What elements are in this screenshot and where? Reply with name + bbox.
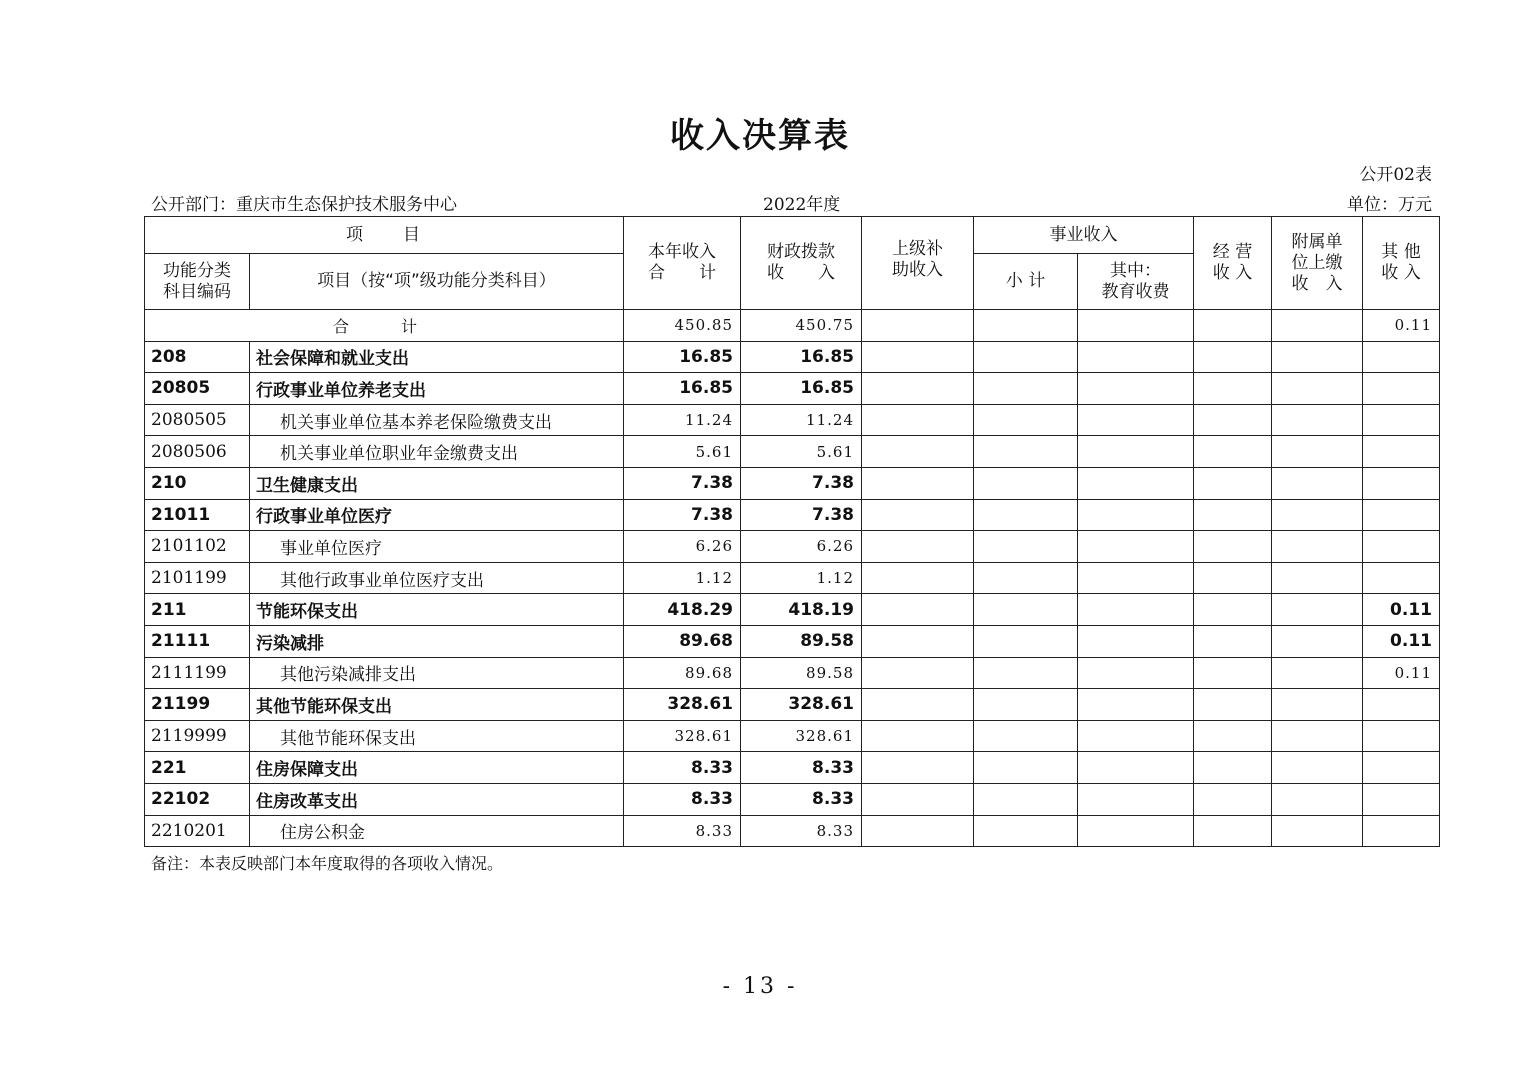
row-business-subtotal (974, 783, 1078, 815)
row-operating (1194, 499, 1272, 531)
department-label: 公开部门：重庆市生态保护技术服务中心 (151, 195, 457, 215)
table-row (145, 783, 1440, 815)
row-other (1363, 689, 1440, 721)
row-name: 行政事业单位医疗 (250, 499, 624, 531)
table-row (145, 752, 1440, 784)
row-business-subtotal (974, 499, 1078, 531)
row-fiscal: 8.33 (741, 815, 862, 847)
total-fiscal-value: 450.75 (741, 310, 862, 342)
row-name: 事业单位医疗 (250, 531, 624, 563)
row-superior-subsidy (862, 404, 974, 436)
row-fiscal: 328.61 (741, 720, 862, 752)
row-code: 22102 (145, 783, 250, 815)
row-business-edu (1078, 467, 1194, 499)
row-affiliated (1272, 341, 1363, 373)
row-business-edu (1078, 594, 1194, 626)
year-label: 2022年度 (763, 195, 841, 215)
total-other-value: 0.11 (1363, 310, 1440, 342)
row-code: 20805 (145, 373, 250, 405)
row-other (1363, 720, 1440, 752)
page-number: - 13 - (722, 974, 798, 999)
row-business-edu (1078, 341, 1194, 373)
row-total-income: 5.61 (624, 436, 741, 468)
header-business-group: 事业收入 (974, 217, 1194, 254)
table-row (145, 467, 1440, 499)
row-operating (1194, 657, 1272, 689)
row-superior-subsidy (862, 531, 974, 563)
row-business-edu (1078, 373, 1194, 405)
header-item-name: 项目（按“项”级功能分类科目） (250, 254, 624, 310)
header-affiliated: 附属单 位上缴 收 入 (1272, 217, 1363, 310)
meta-row (151, 190, 1432, 215)
row-operating (1194, 815, 1272, 847)
header-business-edu: 其中： 教育收费 (1078, 254, 1194, 310)
header-func-code: 功能分类 科目编码 (145, 254, 250, 310)
row-name: 其他污染减排支出 (250, 657, 624, 689)
row-other (1363, 467, 1440, 499)
row-code: 2101199 (145, 562, 250, 594)
row-affiliated (1272, 467, 1363, 499)
row-operating (1194, 341, 1272, 373)
table-row (145, 341, 1440, 373)
row-fiscal: 89.58 (741, 657, 862, 689)
row-superior-subsidy (862, 436, 974, 468)
row-total-income: 11.24 (624, 404, 741, 436)
row-name: 行政事业单位养老支出 (250, 373, 624, 405)
row-fiscal: 89.58 (741, 625, 862, 657)
row-affiliated (1272, 815, 1363, 847)
row-business-subtotal (974, 436, 1078, 468)
row-operating (1194, 625, 1272, 657)
row-superior-subsidy (862, 689, 974, 721)
row-code: 2119999 (145, 720, 250, 752)
row-business-subtotal (974, 625, 1078, 657)
row-superior-subsidy (862, 815, 974, 847)
row-business-edu (1078, 783, 1194, 815)
row-operating (1194, 404, 1272, 436)
row-affiliated (1272, 720, 1363, 752)
income-table (144, 216, 1440, 847)
table-row (145, 436, 1440, 468)
row-business-subtotal (974, 373, 1078, 405)
row-superior-subsidy (862, 467, 974, 499)
row-business-subtotal (974, 689, 1078, 721)
row-operating (1194, 594, 1272, 626)
row-affiliated (1272, 531, 1363, 563)
row-affiliated (1272, 657, 1363, 689)
row-code: 211 (145, 594, 250, 626)
row-superior-subsidy (862, 499, 974, 531)
row-operating (1194, 783, 1272, 815)
row-code: 2101102 (145, 531, 250, 563)
row-business-edu (1078, 499, 1194, 531)
table-row (145, 404, 1440, 436)
row-superior-subsidy (862, 657, 974, 689)
row-fiscal: 8.33 (741, 783, 862, 815)
row-business-subtotal (974, 815, 1078, 847)
row-operating (1194, 373, 1272, 405)
row-operating (1194, 531, 1272, 563)
row-operating (1194, 436, 1272, 468)
row-affiliated (1272, 594, 1363, 626)
row-code: 21199 (145, 689, 250, 721)
table-row (145, 657, 1440, 689)
row-total-income: 328.61 (624, 689, 741, 721)
total-label: 合 计 (145, 310, 624, 342)
row-total-income: 7.38 (624, 499, 741, 531)
row-affiliated (1272, 562, 1363, 594)
row-fiscal: 7.38 (741, 467, 862, 499)
row-affiliated (1272, 752, 1363, 784)
table-row (145, 594, 1440, 626)
row-code: 208 (145, 341, 250, 373)
table-row (145, 373, 1440, 405)
row-total-income: 16.85 (624, 373, 741, 405)
total-row (145, 310, 1440, 342)
row-code: 221 (145, 752, 250, 784)
row-other (1363, 752, 1440, 784)
total-income-value: 450.85 (624, 310, 741, 342)
row-business-edu (1078, 815, 1194, 847)
table-row (145, 562, 1440, 594)
header-total-income: 本年收入 合 计 (624, 217, 741, 310)
row-name: 卫生健康支出 (250, 467, 624, 499)
row-affiliated (1272, 689, 1363, 721)
row-code: 21011 (145, 499, 250, 531)
row-other (1363, 562, 1440, 594)
table-row (145, 720, 1440, 752)
header-operating: 经 营 收 入 (1194, 217, 1272, 310)
row-code: 21111 (145, 625, 250, 657)
row-name: 污染减排 (250, 625, 624, 657)
row-total-income: 89.68 (624, 657, 741, 689)
row-business-subtotal (974, 341, 1078, 373)
row-affiliated (1272, 404, 1363, 436)
table-row (145, 815, 1440, 847)
row-business-subtotal (974, 404, 1078, 436)
row-fiscal: 5.61 (741, 436, 862, 468)
header-other: 其 他 收 入 (1363, 217, 1440, 310)
row-superior-subsidy (862, 341, 974, 373)
row-superior-subsidy (862, 720, 974, 752)
row-name: 节能环保支出 (250, 594, 624, 626)
row-code: 2210201 (145, 815, 250, 847)
row-business-edu (1078, 436, 1194, 468)
header-business-subtotal: 小 计 (974, 254, 1078, 310)
page-title: 收入决算表 (670, 116, 850, 156)
row-business-edu (1078, 404, 1194, 436)
row-superior-subsidy (862, 594, 974, 626)
row-name: 住房公积金 (250, 815, 624, 847)
row-code: 2080505 (145, 404, 250, 436)
row-operating (1194, 720, 1272, 752)
row-business-subtotal (974, 562, 1078, 594)
row-business-edu (1078, 657, 1194, 689)
header-fiscal: 财政拨款 收 入 (741, 217, 862, 310)
row-total-income: 8.33 (624, 815, 741, 847)
row-other (1363, 341, 1440, 373)
row-superior-subsidy (862, 625, 974, 657)
row-total-income: 328.61 (624, 720, 741, 752)
row-other: 0.11 (1363, 625, 1440, 657)
row-name: 社会保障和就业支出 (250, 341, 624, 373)
table-row (145, 625, 1440, 657)
row-business-subtotal (974, 657, 1078, 689)
row-fiscal: 7.38 (741, 499, 862, 531)
row-total-income: 7.38 (624, 467, 741, 499)
row-fiscal: 1.12 (741, 562, 862, 594)
table-row (145, 499, 1440, 531)
row-superior-subsidy (862, 373, 974, 405)
row-name: 住房改革支出 (250, 783, 624, 815)
row-name: 其他行政事业单位医疗支出 (250, 562, 624, 594)
row-total-income: 418.29 (624, 594, 741, 626)
footnote: 备注：本表反映部门本年度取得的各项收入情况。 (151, 854, 504, 873)
row-affiliated (1272, 625, 1363, 657)
row-other (1363, 783, 1440, 815)
row-other: 0.11 (1363, 657, 1440, 689)
unit-label: 单位：万元 (1347, 195, 1432, 215)
row-fiscal: 11.24 (741, 404, 862, 436)
row-name: 机关事业单位基本养老保险缴费支出 (250, 404, 624, 436)
table-row (145, 531, 1440, 563)
row-superior-subsidy (862, 752, 974, 784)
row-operating (1194, 752, 1272, 784)
header-superior-subsidy: 上级补 助收入 (862, 217, 974, 310)
row-fiscal: 16.85 (741, 373, 862, 405)
row-fiscal: 6.26 (741, 531, 862, 563)
row-code: 210 (145, 467, 250, 499)
row-name: 住房保障支出 (250, 752, 624, 784)
row-business-subtotal (974, 467, 1078, 499)
row-other (1363, 531, 1440, 563)
row-code: 2111199 (145, 657, 250, 689)
row-other (1363, 373, 1440, 405)
row-operating (1194, 689, 1272, 721)
row-total-income: 89.68 (624, 625, 741, 657)
row-fiscal: 8.33 (741, 752, 862, 784)
row-code: 2080506 (145, 436, 250, 468)
row-operating (1194, 467, 1272, 499)
row-affiliated (1272, 499, 1363, 531)
row-other (1363, 436, 1440, 468)
row-superior-subsidy (862, 562, 974, 594)
row-name: 其他节能环保支出 (250, 720, 624, 752)
row-business-edu (1078, 689, 1194, 721)
row-affiliated (1272, 783, 1363, 815)
row-other: 0.11 (1363, 594, 1440, 626)
row-fiscal: 418.19 (741, 594, 862, 626)
row-total-income: 8.33 (624, 752, 741, 784)
table-code: 公开02表 (1359, 165, 1432, 185)
row-operating (1194, 562, 1272, 594)
row-superior-subsidy (862, 783, 974, 815)
row-fiscal: 16.85 (741, 341, 862, 373)
row-total-income: 6.26 (624, 531, 741, 563)
row-fiscal: 328.61 (741, 689, 862, 721)
row-total-income: 8.33 (624, 783, 741, 815)
row-affiliated (1272, 373, 1363, 405)
row-business-subtotal (974, 531, 1078, 563)
row-business-subtotal (974, 752, 1078, 784)
table-row (145, 689, 1440, 721)
row-total-income: 1.12 (624, 562, 741, 594)
row-name: 机关事业单位职业年金缴费支出 (250, 436, 624, 468)
row-business-edu (1078, 531, 1194, 563)
row-business-edu (1078, 752, 1194, 784)
row-other (1363, 404, 1440, 436)
row-business-edu (1078, 625, 1194, 657)
row-name: 其他节能环保支出 (250, 689, 624, 721)
row-other (1363, 815, 1440, 847)
row-business-edu (1078, 562, 1194, 594)
row-affiliated (1272, 436, 1363, 468)
row-business-subtotal (974, 720, 1078, 752)
header-item-group: 项 目 (145, 217, 624, 254)
row-business-subtotal (974, 594, 1078, 626)
row-other (1363, 499, 1440, 531)
row-business-edu (1078, 720, 1194, 752)
row-total-income: 16.85 (624, 341, 741, 373)
